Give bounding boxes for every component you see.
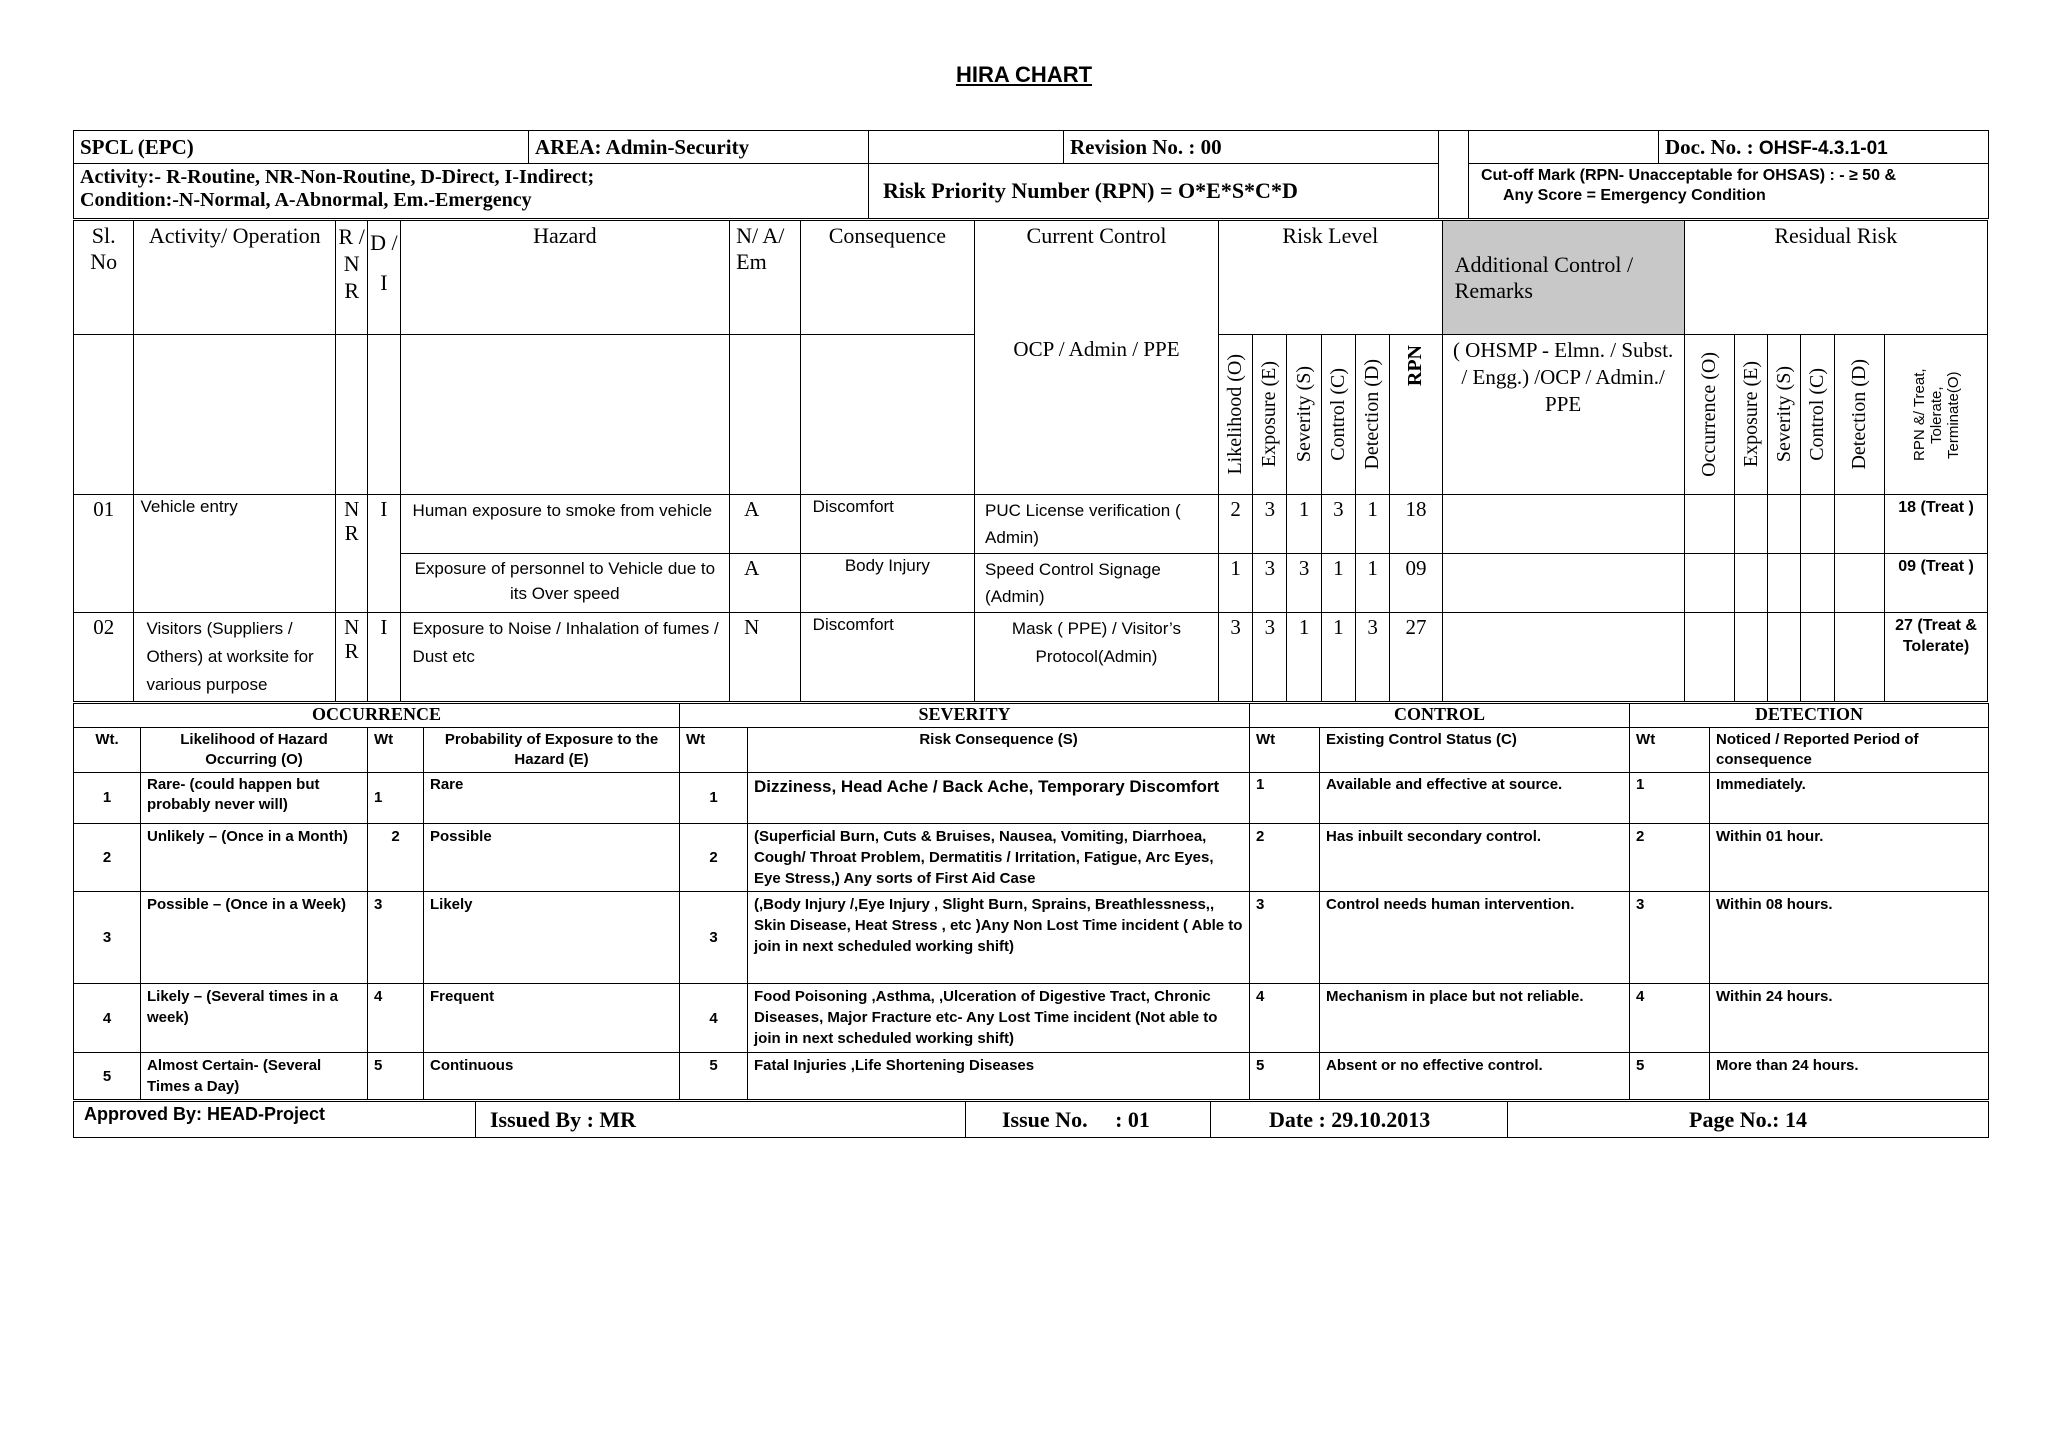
legend-weight: 3 <box>74 892 141 984</box>
row-hazard: Exposure to Noise / Inhalation of fumes / Dust etc <box>400 613 730 702</box>
legend-detection: Within 08 hours. <box>1710 892 1989 984</box>
legend-severity: Dizziness, Head Ache / Back Ache, Temporary Discomfort <box>748 773 1250 824</box>
risk-table <box>73 220 1988 702</box>
legend-severity: Food Poisoning ,Asthma, ,Ulceration of Digestive Tract, Chronic Diseases, Major Fracture etc- Any Lost Time incident (Not able to join in next scheduled working shift) <box>748 984 1250 1053</box>
legend-row <box>74 773 1989 824</box>
row-e: 3 <box>1253 613 1287 702</box>
row-rnr: N R <box>336 495 368 554</box>
legend-exposure: Continuous <box>424 1053 680 1100</box>
legend-weight: 3 <box>680 892 748 984</box>
table-row <box>74 554 1988 613</box>
legend-detection-col-heading: Noticed / Reported Period of consequence <box>1710 728 1989 773</box>
row-e: 3 <box>1253 495 1287 554</box>
legend-detection: Within 01 hour. <box>1710 824 1989 892</box>
row-sl: 01 <box>74 495 134 613</box>
legend-control: Control needs human intervention. <box>1320 892 1630 984</box>
revision-no: Revision No. : 00 <box>1064 131 1439 164</box>
col-consequence: Consequence <box>800 221 974 335</box>
legend-weight: 5 <box>368 1053 424 1100</box>
legend-weight: 5 <box>1630 1053 1710 1100</box>
header-table <box>73 130 1989 219</box>
rr-result-heading: RPN &/ Treat, Tolerate, Terminate(O) <box>1910 368 1962 461</box>
cutoff-mark: Cut-off Mark (RPN- Unacceptable for OHSAS) : - ≥ 50 & Any Score = Emergency Condition <box>1469 164 1989 219</box>
legend-likelihood: Possible – (Once in a Week) <box>141 892 368 984</box>
rl-likelihood: Likelihood (O) <box>1224 354 1247 475</box>
row-o: 1 <box>1218 554 1252 613</box>
footer-table <box>73 1101 1989 1138</box>
legend-weight: 2 <box>680 824 748 892</box>
additional-control-subtitle: ( OHSMP - Elmn. / Subst. / Engg.) /OCP / Admin./ PPE <box>1442 335 1684 495</box>
col-rnr: R / N R <box>336 221 368 335</box>
legend-detection: Immediately. <box>1710 773 1989 824</box>
legend-exposure: Possible <box>424 824 680 892</box>
row-hazard: Human exposure to smoke from vehicle <box>400 495 730 554</box>
row-hazard: Exposure of personnel to Vehicle due to its Over speed <box>400 554 730 613</box>
row-control: Mask ( PPE) / Visitor’s Protocol(Admin) <box>975 613 1219 702</box>
row-s: 1 <box>1287 613 1321 702</box>
row-condition: A <box>730 554 801 613</box>
issued-by: Issued By : MR <box>476 1102 966 1138</box>
legend-weight: 1 <box>74 773 141 824</box>
row-consequence: Body Injury <box>800 554 974 613</box>
legend-weight: 4 <box>1630 984 1710 1053</box>
col-risk-level: Risk Level <box>1218 221 1442 335</box>
col-condition: N/ A/ Em <box>730 221 801 335</box>
legend-detection: Within 24 hours. <box>1710 984 1989 1053</box>
legend-exposure: Rare <box>424 773 680 824</box>
legend-row <box>74 892 1989 984</box>
approved-by: Approved By: HEAD-Project <box>74 1102 476 1138</box>
legend-detection: More than 24 hours. <box>1710 1053 1989 1100</box>
col-additional-control: Additional Control / Remarks <box>1442 221 1684 335</box>
legend-row <box>74 984 1989 1053</box>
page-number: Page No.: 14 <box>1508 1102 1989 1138</box>
row-rpn: 27 <box>1390 613 1442 702</box>
col-residual-risk: Residual Risk <box>1684 221 1987 335</box>
row-e: 3 <box>1253 554 1287 613</box>
legend-weight: 3 <box>1630 892 1710 984</box>
row-d: 1 <box>1356 495 1390 554</box>
row-s: 3 <box>1287 554 1321 613</box>
row-rnr: N R <box>336 613 368 702</box>
col-sl: Sl. No <box>74 221 134 335</box>
legend-likelihood: Almost Certain- (Several Times a Day) <box>141 1053 368 1100</box>
legend-control: Available and effective at source. <box>1320 773 1630 824</box>
row-rpn: 09 <box>1390 554 1442 613</box>
legend-severity: (Superficial Burn, Cuts & Bruises, Nausea, Vomiting, Diarrhoea, Cough/ Throat Problem, Dermatitis / Irritation, Fatigue, Arc Eyes, Eye Stress,) Any sorts of First Aid Case <box>748 824 1250 892</box>
legend-exposure: Frequent <box>424 984 680 1053</box>
rl-detection: Detection (D) <box>1361 359 1384 470</box>
rr-exposure: Exposure (E) <box>1739 361 1762 468</box>
rr-control: Control (C) <box>1806 368 1829 461</box>
issue-date: Date : 29.10.2013 <box>1211 1102 1508 1138</box>
legend-weight: 4 <box>1250 984 1320 1053</box>
legend-severity-col-heading: Risk Consequence (S) <box>748 728 1250 773</box>
legend-likelihood: Likely – (Several times in a week) <box>141 984 368 1053</box>
legend-table <box>73 703 1989 1100</box>
legend-wt-heading: Wt <box>368 728 424 773</box>
row-di: I <box>368 613 400 702</box>
doc-number: Doc. No. : OHSF-4.3.1-01 <box>1659 131 1989 164</box>
legend-exposure-heading: Probability of Exposure to the Hazard (E) <box>424 728 680 773</box>
legend-weight: 2 <box>1630 824 1710 892</box>
legend-weight: 5 <box>74 1053 141 1100</box>
rpn-formula: Risk Priority Number (RPN) = O*E*S*C*D <box>869 164 1439 219</box>
legend-wt-heading: Wt <box>680 728 748 773</box>
legend-likelihood-heading: Likelihood of Hazard Occurring (O) <box>141 728 368 773</box>
legend-row <box>74 1053 1989 1100</box>
legend-likelihood: Unlikely – (Once in a Month) <box>141 824 368 892</box>
rl-rpn: RPN <box>1404 345 1427 387</box>
rr-occurrence: Occurrence (O) <box>1697 352 1720 477</box>
company-name: SPCL (EPC) <box>74 131 529 164</box>
row-activity: Vehicle entry <box>134 495 336 613</box>
legend-weight: 1 <box>680 773 748 824</box>
current-control-subtitle: OCP / Admin / PPE <box>975 335 1219 495</box>
row-d: 1 <box>1356 554 1390 613</box>
col-activity: Activity/ Operation <box>134 221 336 335</box>
table-row <box>74 495 1988 554</box>
legend-wt-heading: Wt. <box>74 728 141 773</box>
legend-control-heading: CONTROL <box>1250 704 1630 728</box>
legend-weight: 1 <box>368 773 424 824</box>
row-c: 3 <box>1321 495 1355 554</box>
legend-exposure: Likely <box>424 892 680 984</box>
legend-severity: Fatal Injuries ,Life Shortening Diseases <box>748 1053 1250 1100</box>
col-hazard: Hazard <box>400 221 730 335</box>
legend-weight: 5 <box>1250 1053 1320 1100</box>
rr-severity: Severity (S) <box>1772 366 1795 463</box>
row-control: Speed Control Signage (Admin) <box>975 554 1219 613</box>
rl-control: Control (C) <box>1326 368 1349 461</box>
row-result: 18 (Treat ) <box>1885 495 1988 554</box>
legend-weight: 2 <box>74 824 141 892</box>
legend-likelihood: Rare- (could happen but probably never will) <box>141 773 368 824</box>
legend-wt-heading: Wt <box>1250 728 1320 773</box>
legend-weight: 4 <box>368 984 424 1053</box>
rl-exposure: Exposure (E) <box>1258 361 1281 468</box>
row-s: 1 <box>1287 495 1321 554</box>
row-sl: 02 <box>74 613 134 702</box>
row-condition: N <box>730 613 801 702</box>
legend-occurrence-heading: OCCURRENCE <box>74 704 680 728</box>
table-row <box>74 613 1988 702</box>
col-current-control: Current Control <box>975 221 1219 335</box>
activity-legend: Activity:- R-Routine, NR-Non-Routine, D-Direct, I-Indirect; Condition:-N-Normal, A-Abnormal, Em.-Emergency <box>74 164 869 219</box>
legend-weight: 3 <box>368 892 424 984</box>
legend-control-col-heading: Existing Control Status (C) <box>1320 728 1630 773</box>
legend-detection-heading: DETECTION <box>1630 704 1989 728</box>
row-o: 3 <box>1218 613 1252 702</box>
legend-severity: (,Body Injury /,Eye Injury , Slight Burn, Sprains, Breathlessness,, Skin Disease, Heat Stress , etc )Any Non Lost Time incident ( Able to join in next scheduled working shift) <box>748 892 1250 984</box>
issue-no: Issue No. : 01 <box>966 1102 1211 1138</box>
legend-weight: 4 <box>74 984 141 1053</box>
legend-control: Absent or no effective control. <box>1320 1053 1630 1100</box>
legend-control: Mechanism in place but not reliable. <box>1320 984 1630 1053</box>
legend-weight: 2 <box>1250 824 1320 892</box>
legend-weight: 5 <box>680 1053 748 1100</box>
col-di: D / I <box>368 221 400 335</box>
row-consequence: Discomfort <box>800 613 974 702</box>
rl-severity: Severity (S) <box>1292 366 1315 463</box>
legend-row <box>74 824 1989 892</box>
row-d: 3 <box>1356 613 1390 702</box>
page-title: HIRA CHART <box>955 62 1093 87</box>
legend-weight: 2 <box>368 824 424 892</box>
area-label: AREA: Admin-Security <box>529 131 869 164</box>
legend-control: Has inbuilt secondary control. <box>1320 824 1630 892</box>
legend-severity-heading: SEVERITY <box>680 704 1250 728</box>
legend-weight: 1 <box>1630 773 1710 824</box>
legend-weight: 3 <box>1250 892 1320 984</box>
row-result: 09 (Treat ) <box>1885 554 1988 613</box>
row-c: 1 <box>1321 613 1355 702</box>
legend-weight: 1 <box>1250 773 1320 824</box>
row-di: I <box>368 495 400 554</box>
legend-wt-heading: Wt <box>1630 728 1710 773</box>
row-activity: Visitors (Suppliers / Others) at worksite for various purpose <box>134 613 336 702</box>
row-consequence: Discomfort <box>800 495 974 554</box>
row-condition: A <box>730 495 801 554</box>
row-result: 27 (Treat & Tolerate) <box>1885 613 1988 702</box>
row-control: PUC License verification ( Admin) <box>975 495 1219 554</box>
rr-detection: Detection (D) <box>1847 359 1870 470</box>
row-c: 1 <box>1321 554 1355 613</box>
legend-weight: 4 <box>680 984 748 1053</box>
row-o: 2 <box>1218 495 1252 554</box>
row-rpn: 18 <box>1390 495 1442 554</box>
